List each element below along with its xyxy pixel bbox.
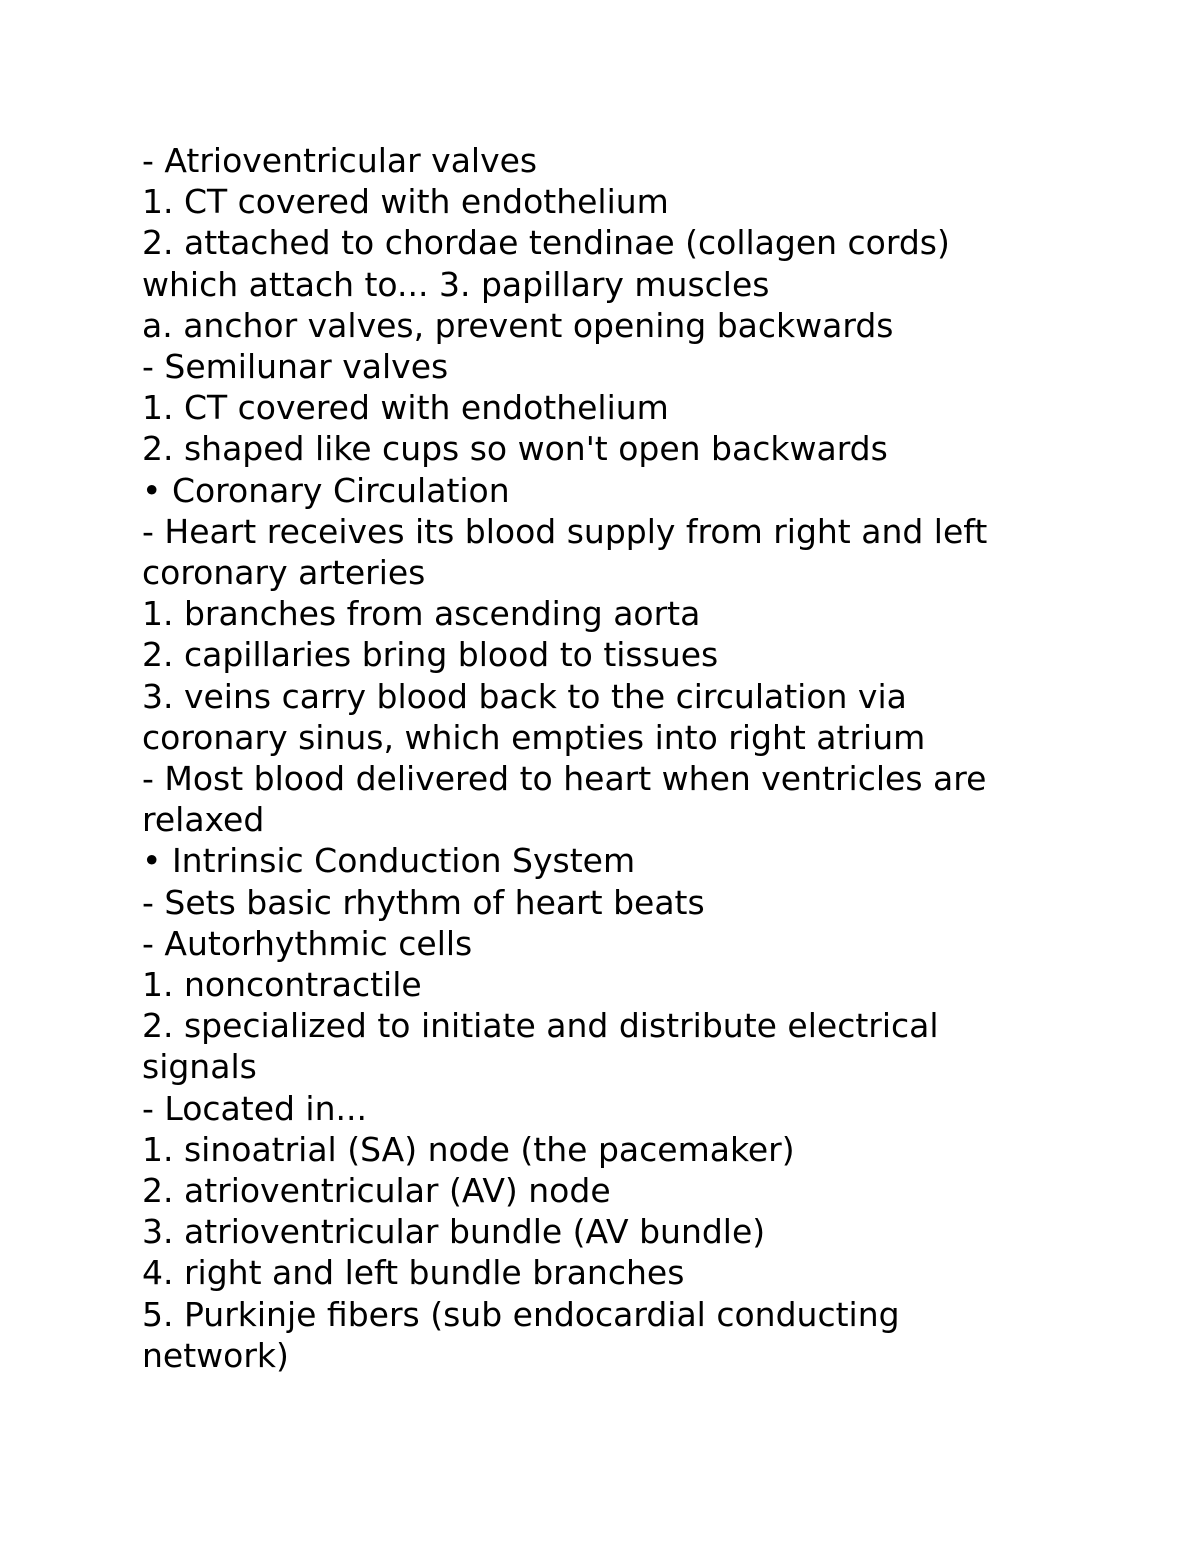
doc-line: coronary arteries bbox=[142, 553, 426, 593]
doc-line: - Most blood delivered to heart when ventricles are bbox=[142, 759, 987, 799]
doc-line: 1. CT covered with endothelium bbox=[142, 388, 669, 428]
doc-line: 2. capillaries bring blood to tissues bbox=[142, 635, 719, 675]
doc-line: 2. specialized to initiate and distribute electrical bbox=[142, 1006, 939, 1046]
doc-line: - Atrioventricular valves bbox=[142, 141, 538, 180]
doc-line: signals bbox=[142, 1047, 257, 1087]
doc-line: - Heart receives its blood supply from right and left bbox=[142, 511, 988, 551]
doc-line: 1. branches from ascending aorta bbox=[142, 594, 701, 634]
doc-line: - Sets basic rhythm of heart beats bbox=[142, 882, 705, 922]
doc-line: - Located in... bbox=[142, 1088, 367, 1128]
doc-line: - Autorhythmic cells bbox=[142, 923, 473, 963]
doc-line: which attach to... 3. papillary muscles bbox=[142, 264, 770, 304]
doc-line: • Coronary Circulation bbox=[142, 470, 510, 510]
doc-line: 1. sinoatrial (SA) node (the pacemaker) bbox=[142, 1129, 795, 1169]
doc-line: - Semilunar valves bbox=[142, 347, 449, 387]
document-body bbox=[142, 140, 1062, 1376]
doc-line: 2. atrioventricular (AV) node bbox=[142, 1171, 611, 1211]
doc-line: • Intrinsic Conduction System bbox=[142, 841, 636, 881]
doc-line: 3. veins carry blood back to the circulation via bbox=[142, 676, 907, 716]
doc-line: 1. CT covered with endothelium bbox=[142, 182, 669, 222]
doc-line: 1. noncontractile bbox=[142, 965, 422, 1005]
doc-line: 5. Purkinje fibers (sub endocardial conducting bbox=[142, 1294, 900, 1334]
doc-line: 2. shaped like cups so won't open backwards bbox=[142, 429, 888, 469]
doc-line: 3. atrioventricular bundle (AV bundle) bbox=[142, 1212, 766, 1252]
doc-line: relaxed bbox=[142, 800, 265, 840]
doc-line: coronary sinus, which empties into right atrium bbox=[142, 717, 926, 757]
doc-line: network) bbox=[142, 1335, 289, 1375]
doc-line: 2. attached to chordae tendinae (collagen cords) bbox=[142, 223, 950, 263]
doc-line: 4. right and left bundle branches bbox=[142, 1253, 685, 1293]
doc-line: a. anchor valves, prevent opening backwards bbox=[142, 305, 894, 345]
